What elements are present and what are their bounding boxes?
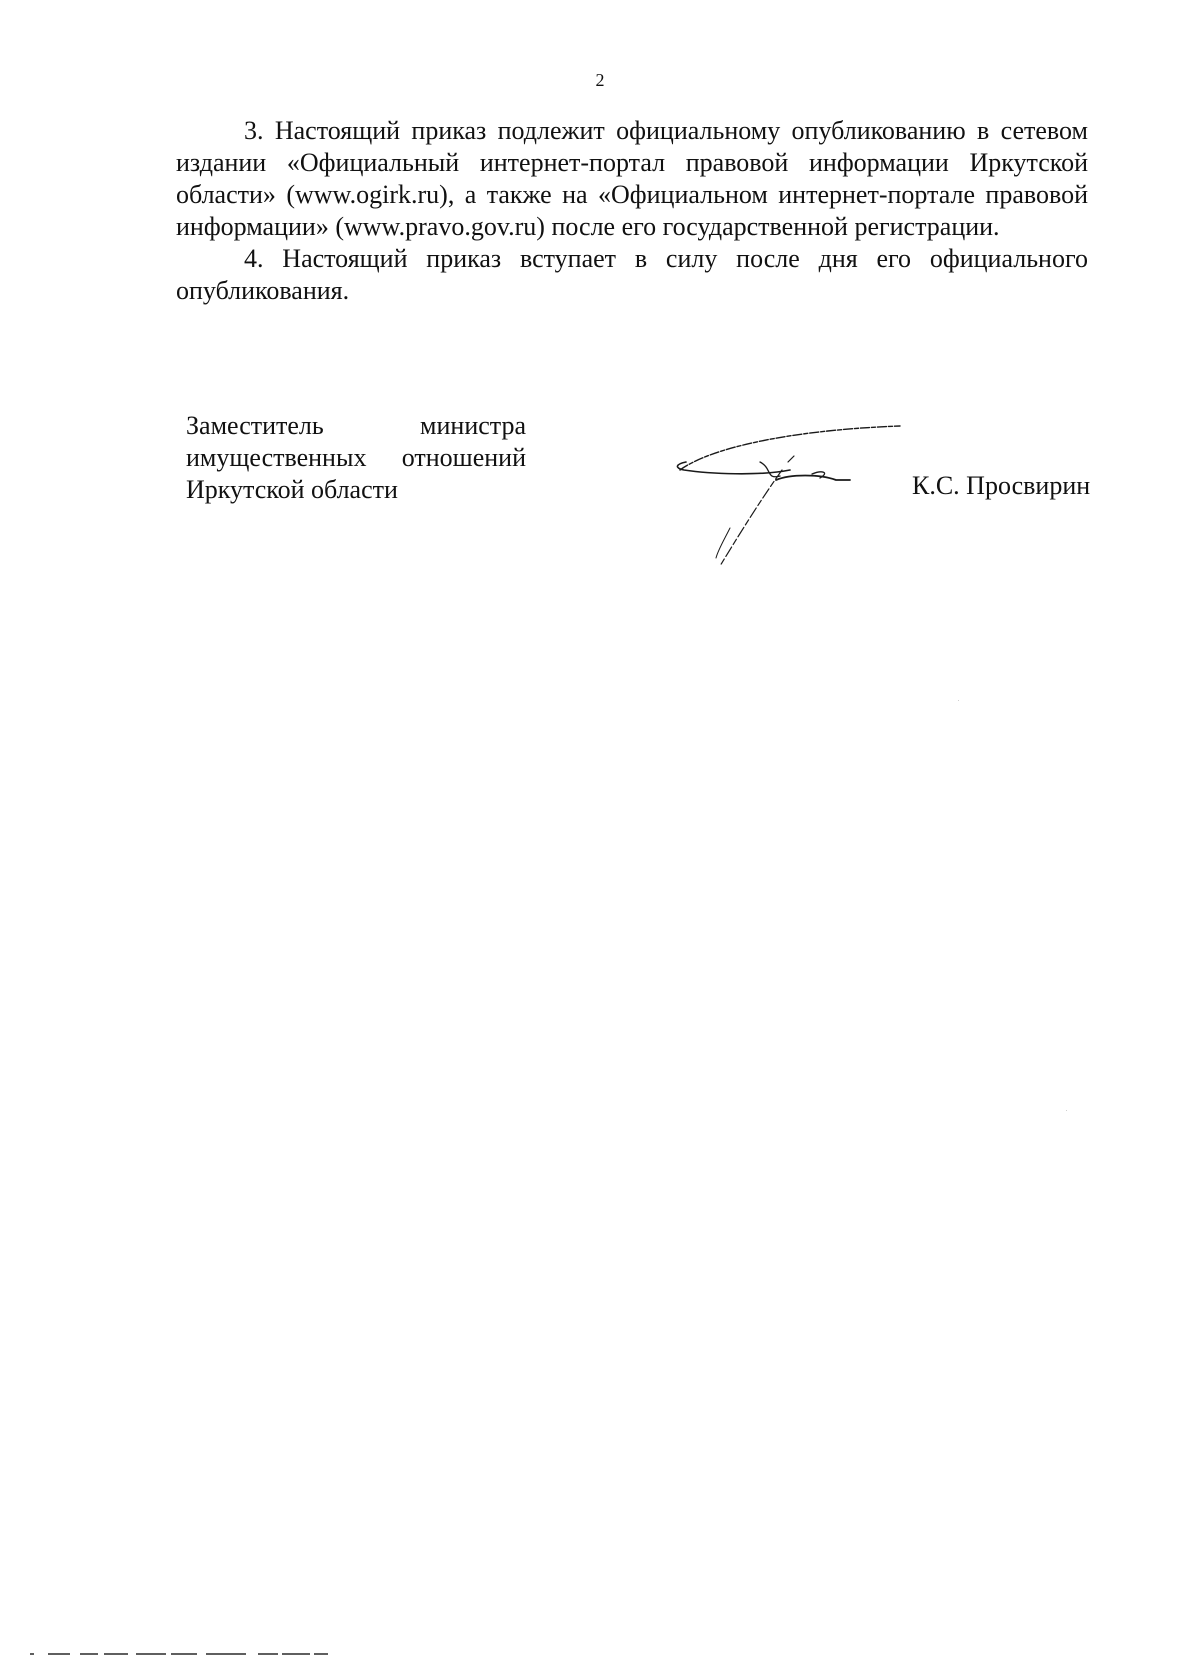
position-line-1: Заместитель министра <box>186 411 526 440</box>
page-number: 2 <box>595 70 605 90</box>
document-body <box>176 115 1088 307</box>
scan-edge-dashes <box>30 1652 350 1656</box>
paragraph-4: 4. Настоящий приказ вступает в силу после дня его официального опубликования. <box>176 244 1088 305</box>
paragraph-3: 3. Настоящий приказ подлежит официальному опубликованию в сетевом издании «Официальный интернет-портал правовой информации Иркутской области» (www.ogirk.ru), а также на «Официальном интернет-портале правовой информации» (www.pravo.gov.ru) после его государственной регистрации. <box>176 116 1088 241</box>
scan-speck <box>958 700 959 701</box>
handwritten-signature <box>670 418 930 598</box>
position-line-2: имущественных отношений <box>186 443 526 472</box>
signatory-position <box>186 410 526 506</box>
signatory-name: К.С. Просвирин <box>912 471 1091 500</box>
position-line-3: Иркутской области <box>186 475 398 504</box>
scan-speck <box>1066 1110 1067 1111</box>
